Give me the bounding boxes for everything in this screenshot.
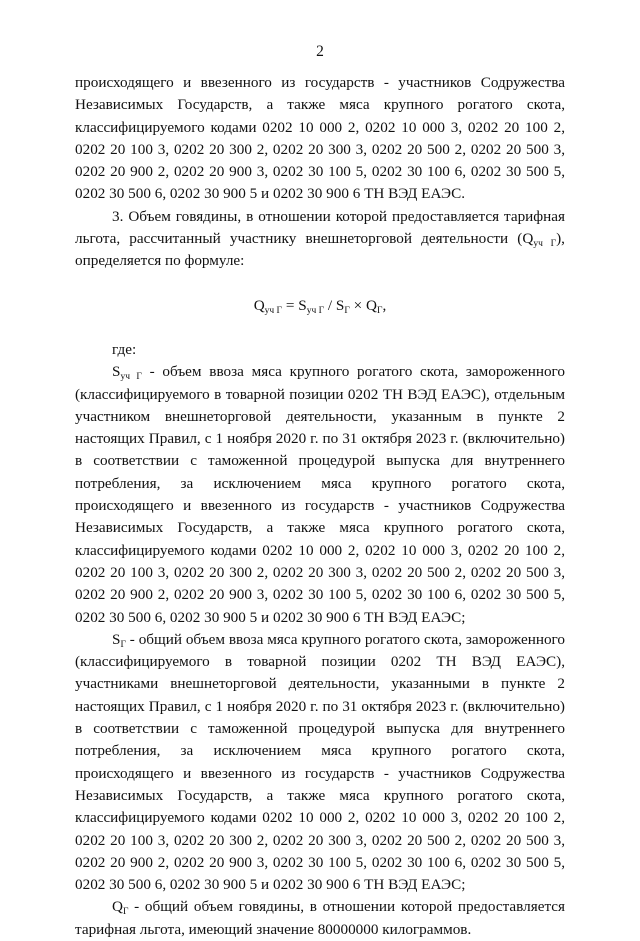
- definition-s-g: [75, 629, 565, 897]
- page-number: 2: [316, 43, 324, 60]
- formula-operator: ×: [349, 296, 367, 314]
- definition-symbol: Q: [112, 898, 123, 916]
- where-label: где:: [112, 340, 137, 358]
- subscript: уч Г: [264, 305, 283, 316]
- definition-text: - общий объем говядины, в отношении которой предоставляется тарифная льгота, имеющий значение 80000000 килограммов.: [75, 898, 565, 938]
- paragraph-text: ), определяется по формуле:: [75, 230, 565, 270]
- subscript: Г: [377, 305, 383, 316]
- formula-symbol: S: [298, 296, 307, 314]
- formula: [75, 295, 565, 317]
- paragraph-item-3: [75, 206, 565, 273]
- subscript: уч Г: [533, 239, 557, 250]
- subscript: Г: [344, 305, 350, 316]
- formula-operator: /: [324, 296, 336, 314]
- subscript: уч Г: [120, 372, 142, 383]
- subscript: Г: [120, 639, 126, 650]
- paragraph-continuation: [75, 72, 565, 206]
- formula-symbol: Q: [366, 296, 378, 314]
- definition-q-g: [75, 896, 565, 941]
- formula-symbol: S: [335, 296, 345, 314]
- subscript: уч Г: [306, 305, 325, 316]
- definition-symbol: S: [112, 630, 121, 648]
- formula-punct: ,: [382, 296, 387, 314]
- paragraph-text: 3. Объем говядины, в отношении которой предоставляется тарифная льгота, рассчитанный участнику внешнеторговой деятельности (Q: [75, 207, 565, 248]
- subscript: Г: [122, 907, 129, 918]
- definition-symbol: S: [112, 363, 121, 381]
- definition-s-uch: [75, 361, 565, 629]
- paragraph-text: происходящего и ввезенного из государств - участников Содружества Независимых Государств, а также мяса крупного рогатого скота, классифицируемого кодами 0202 10 000 2, 0202 10 000 3, 0202 20 100 2, 0202 20 100 3, 0202 20 300 2, 0202 20 300 3, 0202 20 500 2, 0202 20 500 3, 0202 20 900 2, 0202 20 900 3, 0202 30 100 5, 0202 30 100 6, 0202 30 500 5, 0202 30 500 6, 0202 30 900 5 и 0202 30 900 6 ТН ВЭД ЕАЭС.: [75, 74, 565, 203]
- document-body: [75, 72, 565, 941]
- definition-text: - общий объем ввоза мяса крупного рогатого скота, замороженного (классифицируемого в товарной позиции 0202 ТН ВЭД ЕАЭС), участниками внешнеторговой деятельности, указанными в пункте 2 настоящих Правил, с 1 ноября 2020 г. по 31 октября 2023 г. (включительно) в соответствии с таможенной процедурой выпуска для внутреннего потребления, за исключением мяса крупного рогатого скота, происходящего и ввезенного из государств - участников Содружества Независимых Государств, а также мяса крупного рогатого скота, классифицируемого кодами 0202 10 000 2, 0202 10 000 3, 0202 20 100 2, 0202 20 100 3, 0202 20 300 2, 0202 20 300 3, 0202 20 500 2, 0202 20 500 3, 0202 20 900 2, 0202 20 900 3, 0202 30 100 5, 0202 30 100 6, 0202 30 500 5, 0202 30 500 6, 0202 30 900 5 и 0202 30 900 6 ТН ВЭД ЕАЭС;: [75, 630, 565, 894]
- definition-text: - объем ввоза мяса крупного рогатого скота, замороженного (классифицируемого в товарной позиции 0202 ТН ВЭД ЕАЭС), отдельным участником внешнеторговой деятельности, указанным в пункте 2 настоящих Правил, с 1 ноября 2020 г. по 31 октября 2023 г. (включительно) в соответствии с таможенной процедурой выпуска для внутреннего потребления, за исключением мяса крупного рогатого скота, происходящего и ввезенного из государств - участников Содружества Независимых Государств, а также мяса крупного рогатого скота, классифицируемого кодами 0202 10 000 2, 0202 10 000 3, 0202 20 100 2, 0202 20 100 3, 0202 20 300 2, 0202 20 300 3, 0202 20 500 2, 0202 20 500 3, 0202 20 900 2, 0202 20 900 3, 0202 30 100 5, 0202 30 100 6, 0202 30 500 5, 0202 30 500 6, 0202 30 900 5 и 0202 30 900 6 ТН ВЭД ЕАЭС;: [75, 363, 565, 626]
- formula-operator: =: [282, 296, 299, 314]
- formula-symbol: Q: [253, 296, 265, 314]
